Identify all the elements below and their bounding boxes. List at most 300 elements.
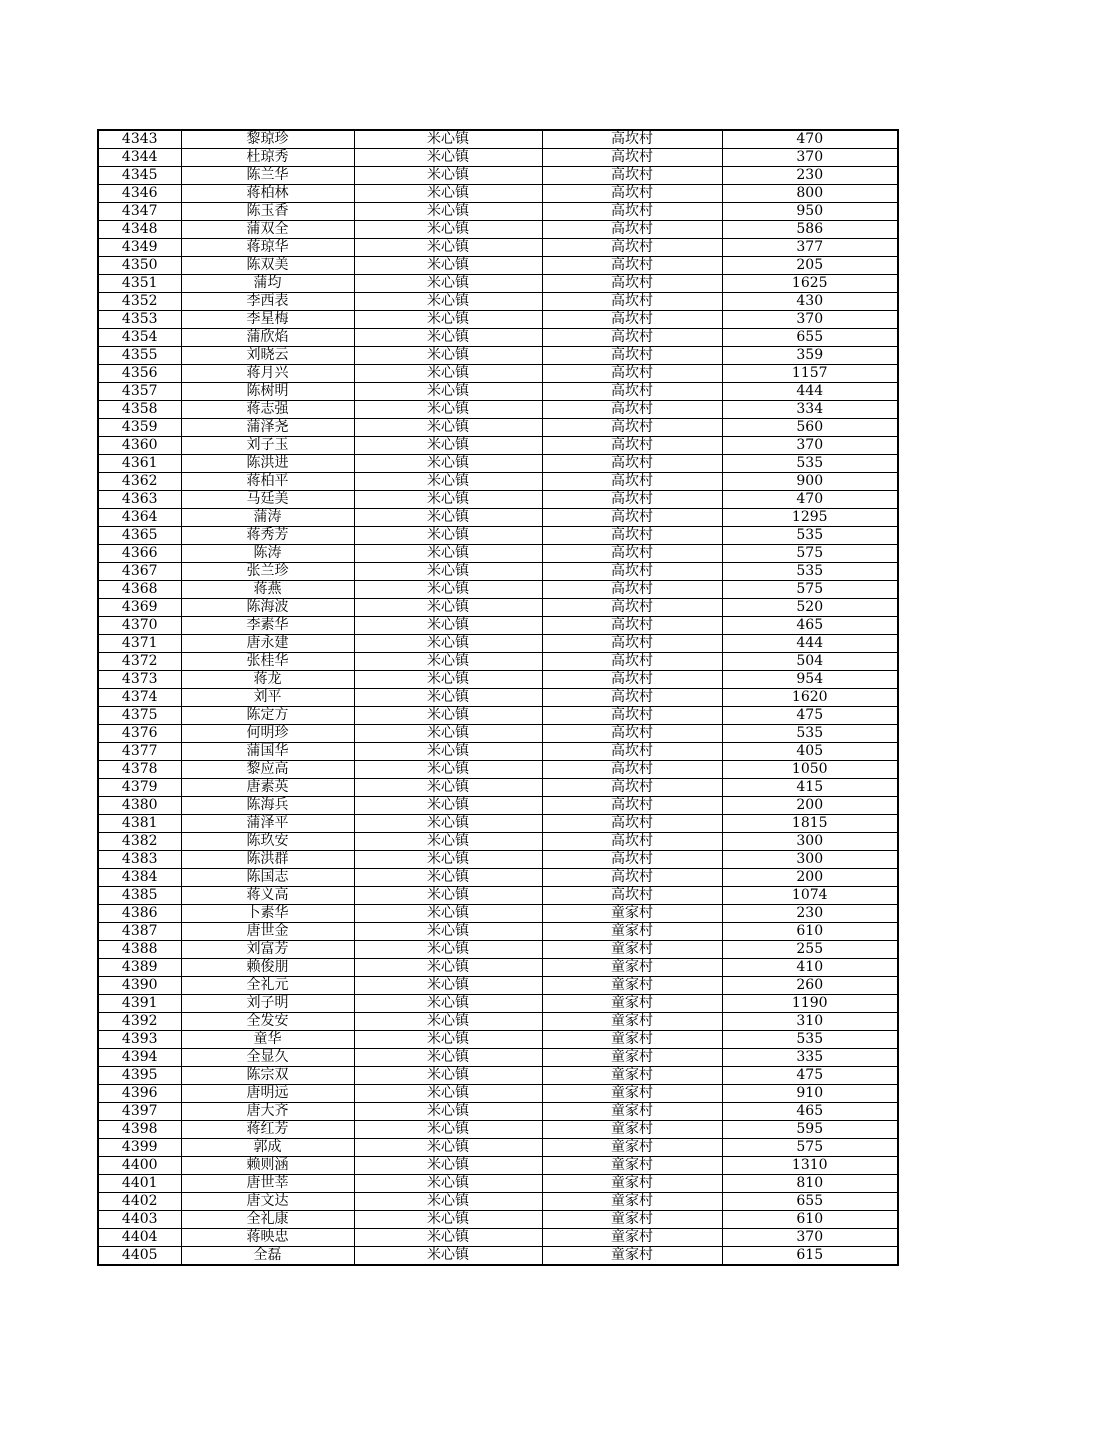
table-row (98, 239, 898, 257)
amount-cell: 655 (722, 329, 898, 347)
town-cell: 米心镇 (354, 995, 542, 1013)
amount-cell: 255 (722, 941, 898, 959)
town-cell: 米心镇 (354, 509, 542, 527)
town-cell: 米心镇 (354, 1067, 542, 1085)
row-number-cell: 4365 (98, 527, 181, 545)
town-cell: 米心镇 (354, 545, 542, 563)
table-row (98, 797, 898, 815)
table-row (98, 365, 898, 383)
town-cell: 米心镇 (354, 527, 542, 545)
table-row (98, 689, 898, 707)
amount-cell: 475 (722, 1067, 898, 1085)
town-cell: 米心镇 (354, 130, 542, 149)
table-row (98, 761, 898, 779)
name-cell: 蒲涛 (181, 509, 354, 527)
row-number-cell: 4399 (98, 1139, 181, 1157)
table-row (98, 527, 898, 545)
table-row (98, 1085, 898, 1103)
village-cell: 高坎村 (542, 311, 722, 329)
name-cell: 蒋映忠 (181, 1229, 354, 1247)
name-cell: 刘平 (181, 689, 354, 707)
village-cell: 高坎村 (542, 689, 722, 707)
village-cell: 高坎村 (542, 130, 722, 149)
table-row (98, 185, 898, 203)
name-cell: 唐世金 (181, 923, 354, 941)
town-cell: 米心镇 (354, 581, 542, 599)
town-cell: 米心镇 (354, 491, 542, 509)
town-cell: 米心镇 (354, 743, 542, 761)
name-cell: 杜琼秀 (181, 149, 354, 167)
town-cell: 米心镇 (354, 707, 542, 725)
village-cell: 童家村 (542, 1013, 722, 1031)
name-cell: 陈双美 (181, 257, 354, 275)
name-cell: 黎应高 (181, 761, 354, 779)
row-number-cell: 4366 (98, 545, 181, 563)
row-number-cell: 4395 (98, 1067, 181, 1085)
amount-cell: 535 (722, 455, 898, 473)
amount-cell: 377 (722, 239, 898, 257)
name-cell: 蒋秀芳 (181, 527, 354, 545)
name-cell: 陈定方 (181, 707, 354, 725)
table-row (98, 545, 898, 563)
table-row (98, 563, 898, 581)
village-cell: 高坎村 (542, 725, 722, 743)
table-row (98, 1175, 898, 1193)
name-cell: 陈洪进 (181, 455, 354, 473)
row-number-cell: 4377 (98, 743, 181, 761)
name-cell: 李星梅 (181, 311, 354, 329)
town-cell: 米心镇 (354, 1013, 542, 1031)
village-cell: 高坎村 (542, 869, 722, 887)
table-row (98, 905, 898, 923)
row-number-cell: 4374 (98, 689, 181, 707)
town-cell: 米心镇 (354, 383, 542, 401)
row-number-cell: 4386 (98, 905, 181, 923)
name-cell: 全礼元 (181, 977, 354, 995)
row-number-cell: 4402 (98, 1193, 181, 1211)
amount-cell: 1074 (722, 887, 898, 905)
row-number-cell: 4371 (98, 635, 181, 653)
name-cell: 蒋红芳 (181, 1121, 354, 1139)
name-cell: 陈兰华 (181, 167, 354, 185)
village-cell: 童家村 (542, 1085, 722, 1103)
name-cell: 李素华 (181, 617, 354, 635)
amount-cell: 1815 (722, 815, 898, 833)
row-number-cell: 4369 (98, 599, 181, 617)
row-number-cell: 4350 (98, 257, 181, 275)
name-cell: 蒲泽尧 (181, 419, 354, 437)
town-cell: 米心镇 (354, 221, 542, 239)
amount-cell: 575 (722, 581, 898, 599)
town-cell: 米心镇 (354, 311, 542, 329)
name-cell: 蒲欣焰 (181, 329, 354, 347)
name-cell: 刘富芳 (181, 941, 354, 959)
town-cell: 米心镇 (354, 1229, 542, 1247)
town-cell: 米心镇 (354, 779, 542, 797)
row-number-cell: 4355 (98, 347, 181, 365)
town-cell: 米心镇 (354, 149, 542, 167)
town-cell: 米心镇 (354, 329, 542, 347)
table-row (98, 311, 898, 329)
amount-cell: 475 (722, 707, 898, 725)
row-number-cell: 4405 (98, 1247, 181, 1266)
village-cell: 高坎村 (542, 545, 722, 563)
village-cell: 童家村 (542, 1247, 722, 1266)
village-cell: 高坎村 (542, 167, 722, 185)
village-cell: 童家村 (542, 1175, 722, 1193)
amount-cell: 910 (722, 1085, 898, 1103)
table-row (98, 167, 898, 185)
village-cell: 高坎村 (542, 743, 722, 761)
name-cell: 陈涛 (181, 545, 354, 563)
amount-cell: 370 (722, 149, 898, 167)
table-row (98, 293, 898, 311)
name-cell: 唐大齐 (181, 1103, 354, 1121)
village-cell: 童家村 (542, 941, 722, 959)
amount-cell: 430 (722, 293, 898, 311)
name-cell: 陈玉香 (181, 203, 354, 221)
amount-cell: 900 (722, 473, 898, 491)
table-row (98, 869, 898, 887)
village-cell: 高坎村 (542, 833, 722, 851)
village-cell: 高坎村 (542, 617, 722, 635)
town-cell: 米心镇 (354, 671, 542, 689)
amount-cell: 465 (722, 617, 898, 635)
amount-cell: 610 (722, 923, 898, 941)
row-number-cell: 4380 (98, 797, 181, 815)
town-cell: 米心镇 (354, 653, 542, 671)
amount-cell: 300 (722, 833, 898, 851)
village-cell: 童家村 (542, 923, 722, 941)
table-row (98, 221, 898, 239)
town-cell: 米心镇 (354, 203, 542, 221)
row-number-cell: 4349 (98, 239, 181, 257)
village-cell: 高坎村 (542, 473, 722, 491)
row-number-cell: 4400 (98, 1157, 181, 1175)
village-cell: 高坎村 (542, 671, 722, 689)
amount-cell: 405 (722, 743, 898, 761)
name-cell: 马廷美 (181, 491, 354, 509)
village-cell: 童家村 (542, 1103, 722, 1121)
amount-cell: 800 (722, 185, 898, 203)
amount-cell: 575 (722, 1139, 898, 1157)
village-cell: 高坎村 (542, 437, 722, 455)
amount-cell: 300 (722, 851, 898, 869)
row-number-cell: 4359 (98, 419, 181, 437)
village-cell: 高坎村 (542, 761, 722, 779)
row-number-cell: 4352 (98, 293, 181, 311)
table-row (98, 275, 898, 293)
table-row (98, 419, 898, 437)
name-cell: 李西表 (181, 293, 354, 311)
village-cell: 高坎村 (542, 455, 722, 473)
amount-cell: 615 (722, 1247, 898, 1266)
table-row (98, 833, 898, 851)
name-cell: 刘晓云 (181, 347, 354, 365)
village-cell: 高坎村 (542, 851, 722, 869)
village-cell: 高坎村 (542, 815, 722, 833)
town-cell: 米心镇 (354, 599, 542, 617)
name-cell: 陈玖安 (181, 833, 354, 851)
name-cell: 赖则涵 (181, 1157, 354, 1175)
town-cell: 米心镇 (354, 851, 542, 869)
table-row (98, 1049, 898, 1067)
row-number-cell: 4346 (98, 185, 181, 203)
table-row (98, 1229, 898, 1247)
town-cell: 米心镇 (354, 1121, 542, 1139)
amount-cell: 470 (722, 130, 898, 149)
village-cell: 童家村 (542, 1139, 722, 1157)
village-cell: 童家村 (542, 1193, 722, 1211)
town-cell: 米心镇 (354, 437, 542, 455)
village-cell: 高坎村 (542, 797, 722, 815)
name-cell: 唐文达 (181, 1193, 354, 1211)
town-cell: 米心镇 (354, 419, 542, 437)
name-cell: 唐明远 (181, 1085, 354, 1103)
amount-cell: 444 (722, 635, 898, 653)
amount-cell: 954 (722, 671, 898, 689)
name-cell: 蒋燕 (181, 581, 354, 599)
table-row (98, 473, 898, 491)
name-cell: 蒲均 (181, 275, 354, 293)
name-cell: 蒋月兴 (181, 365, 354, 383)
table-row (98, 1103, 898, 1121)
row-number-cell: 4387 (98, 923, 181, 941)
row-number-cell: 4358 (98, 401, 181, 419)
village-cell: 高坎村 (542, 653, 722, 671)
table-row (98, 1139, 898, 1157)
village-cell: 童家村 (542, 977, 722, 995)
table-row (98, 1031, 898, 1049)
row-number-cell: 4397 (98, 1103, 181, 1121)
amount-cell: 504 (722, 653, 898, 671)
amount-cell: 575 (722, 545, 898, 563)
village-cell: 高坎村 (542, 707, 722, 725)
table-row (98, 635, 898, 653)
name-cell: 全礼康 (181, 1211, 354, 1229)
table-row (98, 347, 898, 365)
row-number-cell: 4353 (98, 311, 181, 329)
village-cell: 童家村 (542, 959, 722, 977)
name-cell: 蒋柏平 (181, 473, 354, 491)
town-cell: 米心镇 (354, 1193, 542, 1211)
town-cell: 米心镇 (354, 1085, 542, 1103)
amount-cell: 950 (722, 203, 898, 221)
row-number-cell: 4390 (98, 977, 181, 995)
table-row (98, 203, 898, 221)
amount-cell: 465 (722, 1103, 898, 1121)
town-cell: 米心镇 (354, 1211, 542, 1229)
row-number-cell: 4356 (98, 365, 181, 383)
table-row (98, 743, 898, 761)
town-cell: 米心镇 (354, 887, 542, 905)
village-cell: 高坎村 (542, 563, 722, 581)
name-cell: 赖俊朋 (181, 959, 354, 977)
table-row (98, 653, 898, 671)
table-row (98, 1211, 898, 1229)
town-cell: 米心镇 (354, 455, 542, 473)
amount-cell: 1310 (722, 1157, 898, 1175)
town-cell: 米心镇 (354, 815, 542, 833)
town-cell: 米心镇 (354, 941, 542, 959)
row-number-cell: 4361 (98, 455, 181, 473)
row-number-cell: 4363 (98, 491, 181, 509)
name-cell: 蒋柏林 (181, 185, 354, 203)
town-cell: 米心镇 (354, 1139, 542, 1157)
name-cell: 陈海兵 (181, 797, 354, 815)
amount-cell: 810 (722, 1175, 898, 1193)
name-cell: 唐素英 (181, 779, 354, 797)
town-cell: 米心镇 (354, 1049, 542, 1067)
table-row (98, 599, 898, 617)
village-cell: 童家村 (542, 1211, 722, 1229)
row-number-cell: 4378 (98, 761, 181, 779)
town-cell: 米心镇 (354, 563, 542, 581)
name-cell: 何明珍 (181, 725, 354, 743)
row-number-cell: 4381 (98, 815, 181, 833)
row-number-cell: 4348 (98, 221, 181, 239)
row-number-cell: 4382 (98, 833, 181, 851)
row-number-cell: 4392 (98, 1013, 181, 1031)
town-cell: 米心镇 (354, 869, 542, 887)
name-cell: 唐永建 (181, 635, 354, 653)
table-row (98, 851, 898, 869)
town-cell: 米心镇 (354, 797, 542, 815)
row-number-cell: 4391 (98, 995, 181, 1013)
row-number-cell: 4372 (98, 653, 181, 671)
row-number-cell: 4364 (98, 509, 181, 527)
amount-cell: 359 (722, 347, 898, 365)
row-number-cell: 4347 (98, 203, 181, 221)
row-number-cell: 4370 (98, 617, 181, 635)
name-cell: 刘子玉 (181, 437, 354, 455)
amount-cell: 655 (722, 1193, 898, 1211)
town-cell: 米心镇 (354, 923, 542, 941)
row-number-cell: 4357 (98, 383, 181, 401)
town-cell: 米心镇 (354, 1031, 542, 1049)
table-row (98, 455, 898, 473)
town-cell: 米心镇 (354, 239, 542, 257)
name-cell: 全发安 (181, 1013, 354, 1031)
village-cell: 高坎村 (542, 581, 722, 599)
row-number-cell: 4403 (98, 1211, 181, 1229)
table-row (98, 130, 898, 149)
amount-cell: 1625 (722, 275, 898, 293)
amount-cell: 335 (722, 1049, 898, 1067)
name-cell: 蒋龙 (181, 671, 354, 689)
village-cell: 高坎村 (542, 275, 722, 293)
town-cell: 米心镇 (354, 635, 542, 653)
name-cell: 蒋琼华 (181, 239, 354, 257)
town-cell: 米心镇 (354, 905, 542, 923)
table-row (98, 1013, 898, 1031)
town-cell: 米心镇 (354, 1247, 542, 1266)
amount-cell: 205 (722, 257, 898, 275)
data-table (97, 129, 899, 1266)
row-number-cell: 4351 (98, 275, 181, 293)
amount-cell: 370 (722, 1229, 898, 1247)
name-cell: 张兰珍 (181, 563, 354, 581)
name-cell: 陈海波 (181, 599, 354, 617)
town-cell: 米心镇 (354, 473, 542, 491)
table-row (98, 437, 898, 455)
row-number-cell: 4383 (98, 851, 181, 869)
row-number-cell: 4373 (98, 671, 181, 689)
town-cell: 米心镇 (354, 725, 542, 743)
table-row (98, 401, 898, 419)
row-number-cell: 4389 (98, 959, 181, 977)
amount-cell: 1157 (722, 365, 898, 383)
name-cell: 刘子明 (181, 995, 354, 1013)
name-cell: 陈洪群 (181, 851, 354, 869)
row-number-cell: 4385 (98, 887, 181, 905)
name-cell: 黎琼珍 (181, 130, 354, 149)
name-cell: 蒲国华 (181, 743, 354, 761)
amount-cell: 535 (722, 1031, 898, 1049)
name-cell: 陈树明 (181, 383, 354, 401)
table-body (98, 130, 898, 1265)
name-cell: 郭成 (181, 1139, 354, 1157)
table-row (98, 707, 898, 725)
amount-cell: 586 (722, 221, 898, 239)
amount-cell: 200 (722, 869, 898, 887)
village-cell: 童家村 (542, 1229, 722, 1247)
name-cell: 蒲泽平 (181, 815, 354, 833)
name-cell: 全磊 (181, 1247, 354, 1266)
amount-cell: 1620 (722, 689, 898, 707)
row-number-cell: 4388 (98, 941, 181, 959)
village-cell: 高坎村 (542, 365, 722, 383)
town-cell: 米心镇 (354, 167, 542, 185)
town-cell: 米心镇 (354, 617, 542, 635)
amount-cell: 1295 (722, 509, 898, 527)
row-number-cell: 4393 (98, 1031, 181, 1049)
row-number-cell: 4384 (98, 869, 181, 887)
town-cell: 米心镇 (354, 1157, 542, 1175)
village-cell: 高坎村 (542, 887, 722, 905)
name-cell: 张桂华 (181, 653, 354, 671)
table-row (98, 257, 898, 275)
town-cell: 米心镇 (354, 761, 542, 779)
town-cell: 米心镇 (354, 689, 542, 707)
table-row (98, 383, 898, 401)
amount-cell: 230 (722, 167, 898, 185)
amount-cell: 415 (722, 779, 898, 797)
table-row (98, 815, 898, 833)
table-row (98, 977, 898, 995)
name-cell: 陈国志 (181, 869, 354, 887)
table-row (98, 1247, 898, 1266)
amount-cell: 200 (722, 797, 898, 815)
table-row (98, 149, 898, 167)
town-cell: 米心镇 (354, 959, 542, 977)
name-cell: 陈宗双 (181, 1067, 354, 1085)
village-cell: 高坎村 (542, 509, 722, 527)
amount-cell: 260 (722, 977, 898, 995)
table-row (98, 959, 898, 977)
table-row (98, 887, 898, 905)
table-row (98, 1157, 898, 1175)
village-cell: 童家村 (542, 995, 722, 1013)
amount-cell: 610 (722, 1211, 898, 1229)
amount-cell: 370 (722, 437, 898, 455)
table-row (98, 1067, 898, 1085)
town-cell: 米心镇 (354, 401, 542, 419)
row-number-cell: 4398 (98, 1121, 181, 1139)
table-row (98, 671, 898, 689)
village-cell: 高坎村 (542, 239, 722, 257)
row-number-cell: 4362 (98, 473, 181, 491)
